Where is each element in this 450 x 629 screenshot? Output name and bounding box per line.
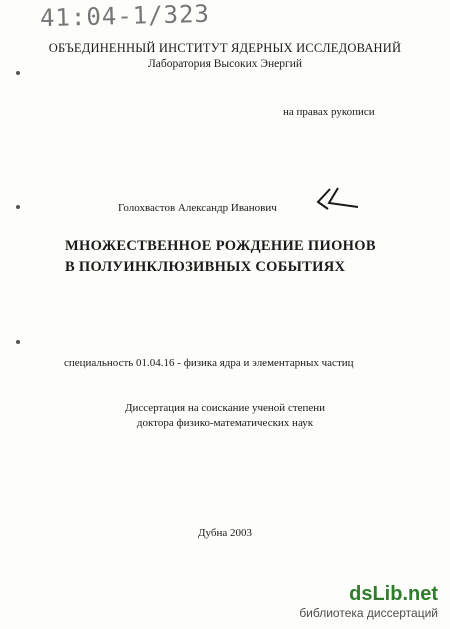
margin-mark: [16, 71, 20, 75]
watermark-logo: dsLib.net: [349, 583, 438, 605]
handwritten-code: 41:04-1/323: [39, 0, 211, 33]
degree-line-2: доктора физико-математических наук: [136, 417, 314, 429]
watermark-subtitle: библиотека диссертаций: [299, 606, 438, 620]
dissertation-title-line-1: МНОЖЕСТВЕННОЕ РОЖДЕНИЕ ПИОНОВ: [65, 238, 376, 254]
dissertation-title-line-2: В ПОЛУИНКЛЮЗИВНЫХ СОБЫТИЯХ: [65, 259, 346, 275]
signature-mark: [314, 187, 360, 215]
institute-name: ОБЪЕДИНЕННЫЙ ИНСТИТУТ ЯДЕРНЫХ ИССЛЕДОВАНИЙ: [48, 41, 402, 55]
place-year: Дубна 2003: [198, 527, 252, 539]
margin-mark: [16, 340, 20, 344]
author-name: Голохвастов Александр Иванович: [118, 202, 277, 214]
margin-mark: [16, 205, 20, 209]
rights-note: на правах рукописи: [283, 106, 375, 118]
laboratory-name: Лаборатория Высоких Энергий: [148, 58, 302, 70]
specialty-line: специальность 01.04.16 - физика ядра и элементарных частиц: [64, 357, 354, 369]
degree-line-1: Диссертация на соискание ученой степени: [124, 402, 326, 414]
